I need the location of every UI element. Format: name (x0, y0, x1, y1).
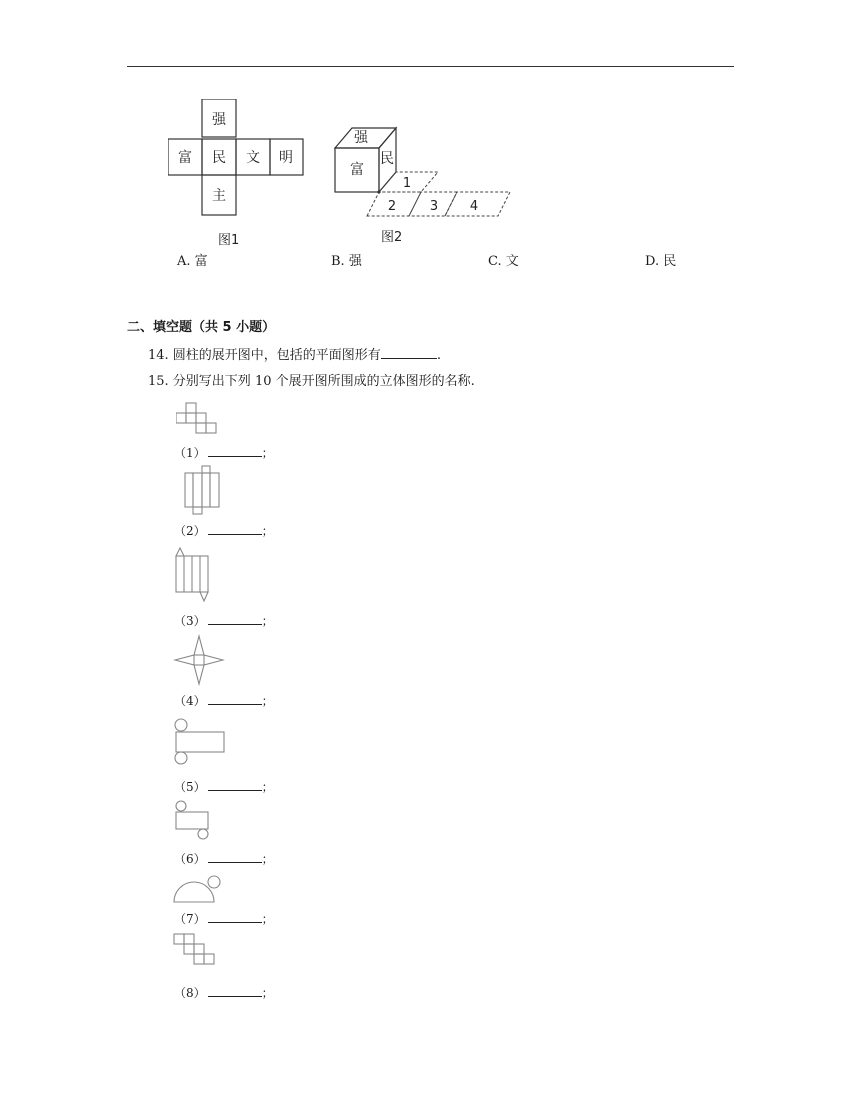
question-15 (148, 370, 475, 389)
choice-d: D. 民 (645, 254, 677, 269)
net-figure-2 (176, 465, 226, 515)
figure2-rolling-cube (334, 124, 514, 220)
question-14-text: 14. 圆柱的展开图中，包括的平面图形有 (148, 348, 381, 363)
choice-b: B. 强 (331, 254, 362, 269)
subitem-1: （1） ； (174, 446, 274, 460)
subitem-2: （2） ； (174, 524, 274, 538)
cube-front-text: 富 (350, 162, 364, 178)
choice-c: C. 文 (488, 254, 519, 269)
choice-a: A. 富 (177, 254, 208, 269)
square-label-1: 1 (402, 176, 412, 191)
subitem-7: （7） ； (174, 912, 274, 926)
net-text-bottom: 主 (212, 188, 226, 204)
square-label-3: 3 (429, 199, 439, 214)
net-text-top: 强 (212, 112, 226, 128)
net-figure-7 (172, 872, 224, 904)
header-rule (127, 66, 734, 67)
section-title: 二、填空题（共 5 小题） (127, 320, 276, 335)
subitem-3: （3） ； (174, 614, 274, 628)
square-label-2: 2 (387, 199, 397, 214)
subitem-8: （8） ； (174, 986, 274, 1000)
question-14-blank (381, 346, 437, 359)
net-text-right1: 文 (246, 150, 260, 166)
question-14 (148, 344, 441, 363)
question-14-end: . (436, 348, 441, 363)
subitem-4: （4） ； (174, 694, 274, 708)
net-figure-3 (172, 546, 212, 604)
square-label-4: 4 (469, 199, 479, 214)
cube-top-text: 强 (354, 130, 368, 146)
question-15-text: 15. 分别写出下列 10 个展开图所围成的立体图形的名称. (148, 374, 475, 389)
net-figure-8 (172, 932, 228, 974)
net-text-center: 民 (212, 150, 226, 166)
cube-side-text: 民 (380, 151, 394, 167)
net-figure-5 (172, 718, 228, 766)
net-figure-6 (172, 800, 218, 842)
net-figure-4 (173, 634, 225, 686)
figure2-caption: 图2 (381, 230, 403, 245)
subitem-5: （5） ； (174, 780, 274, 794)
figure1-cube-net (168, 99, 304, 217)
net-figure-1 (176, 402, 226, 436)
subitem-6: （6） ； (174, 852, 274, 866)
net-text-right2: 明 (279, 150, 293, 166)
net-text-left: 富 (178, 150, 192, 166)
figure1-caption: 图1 (218, 233, 240, 248)
